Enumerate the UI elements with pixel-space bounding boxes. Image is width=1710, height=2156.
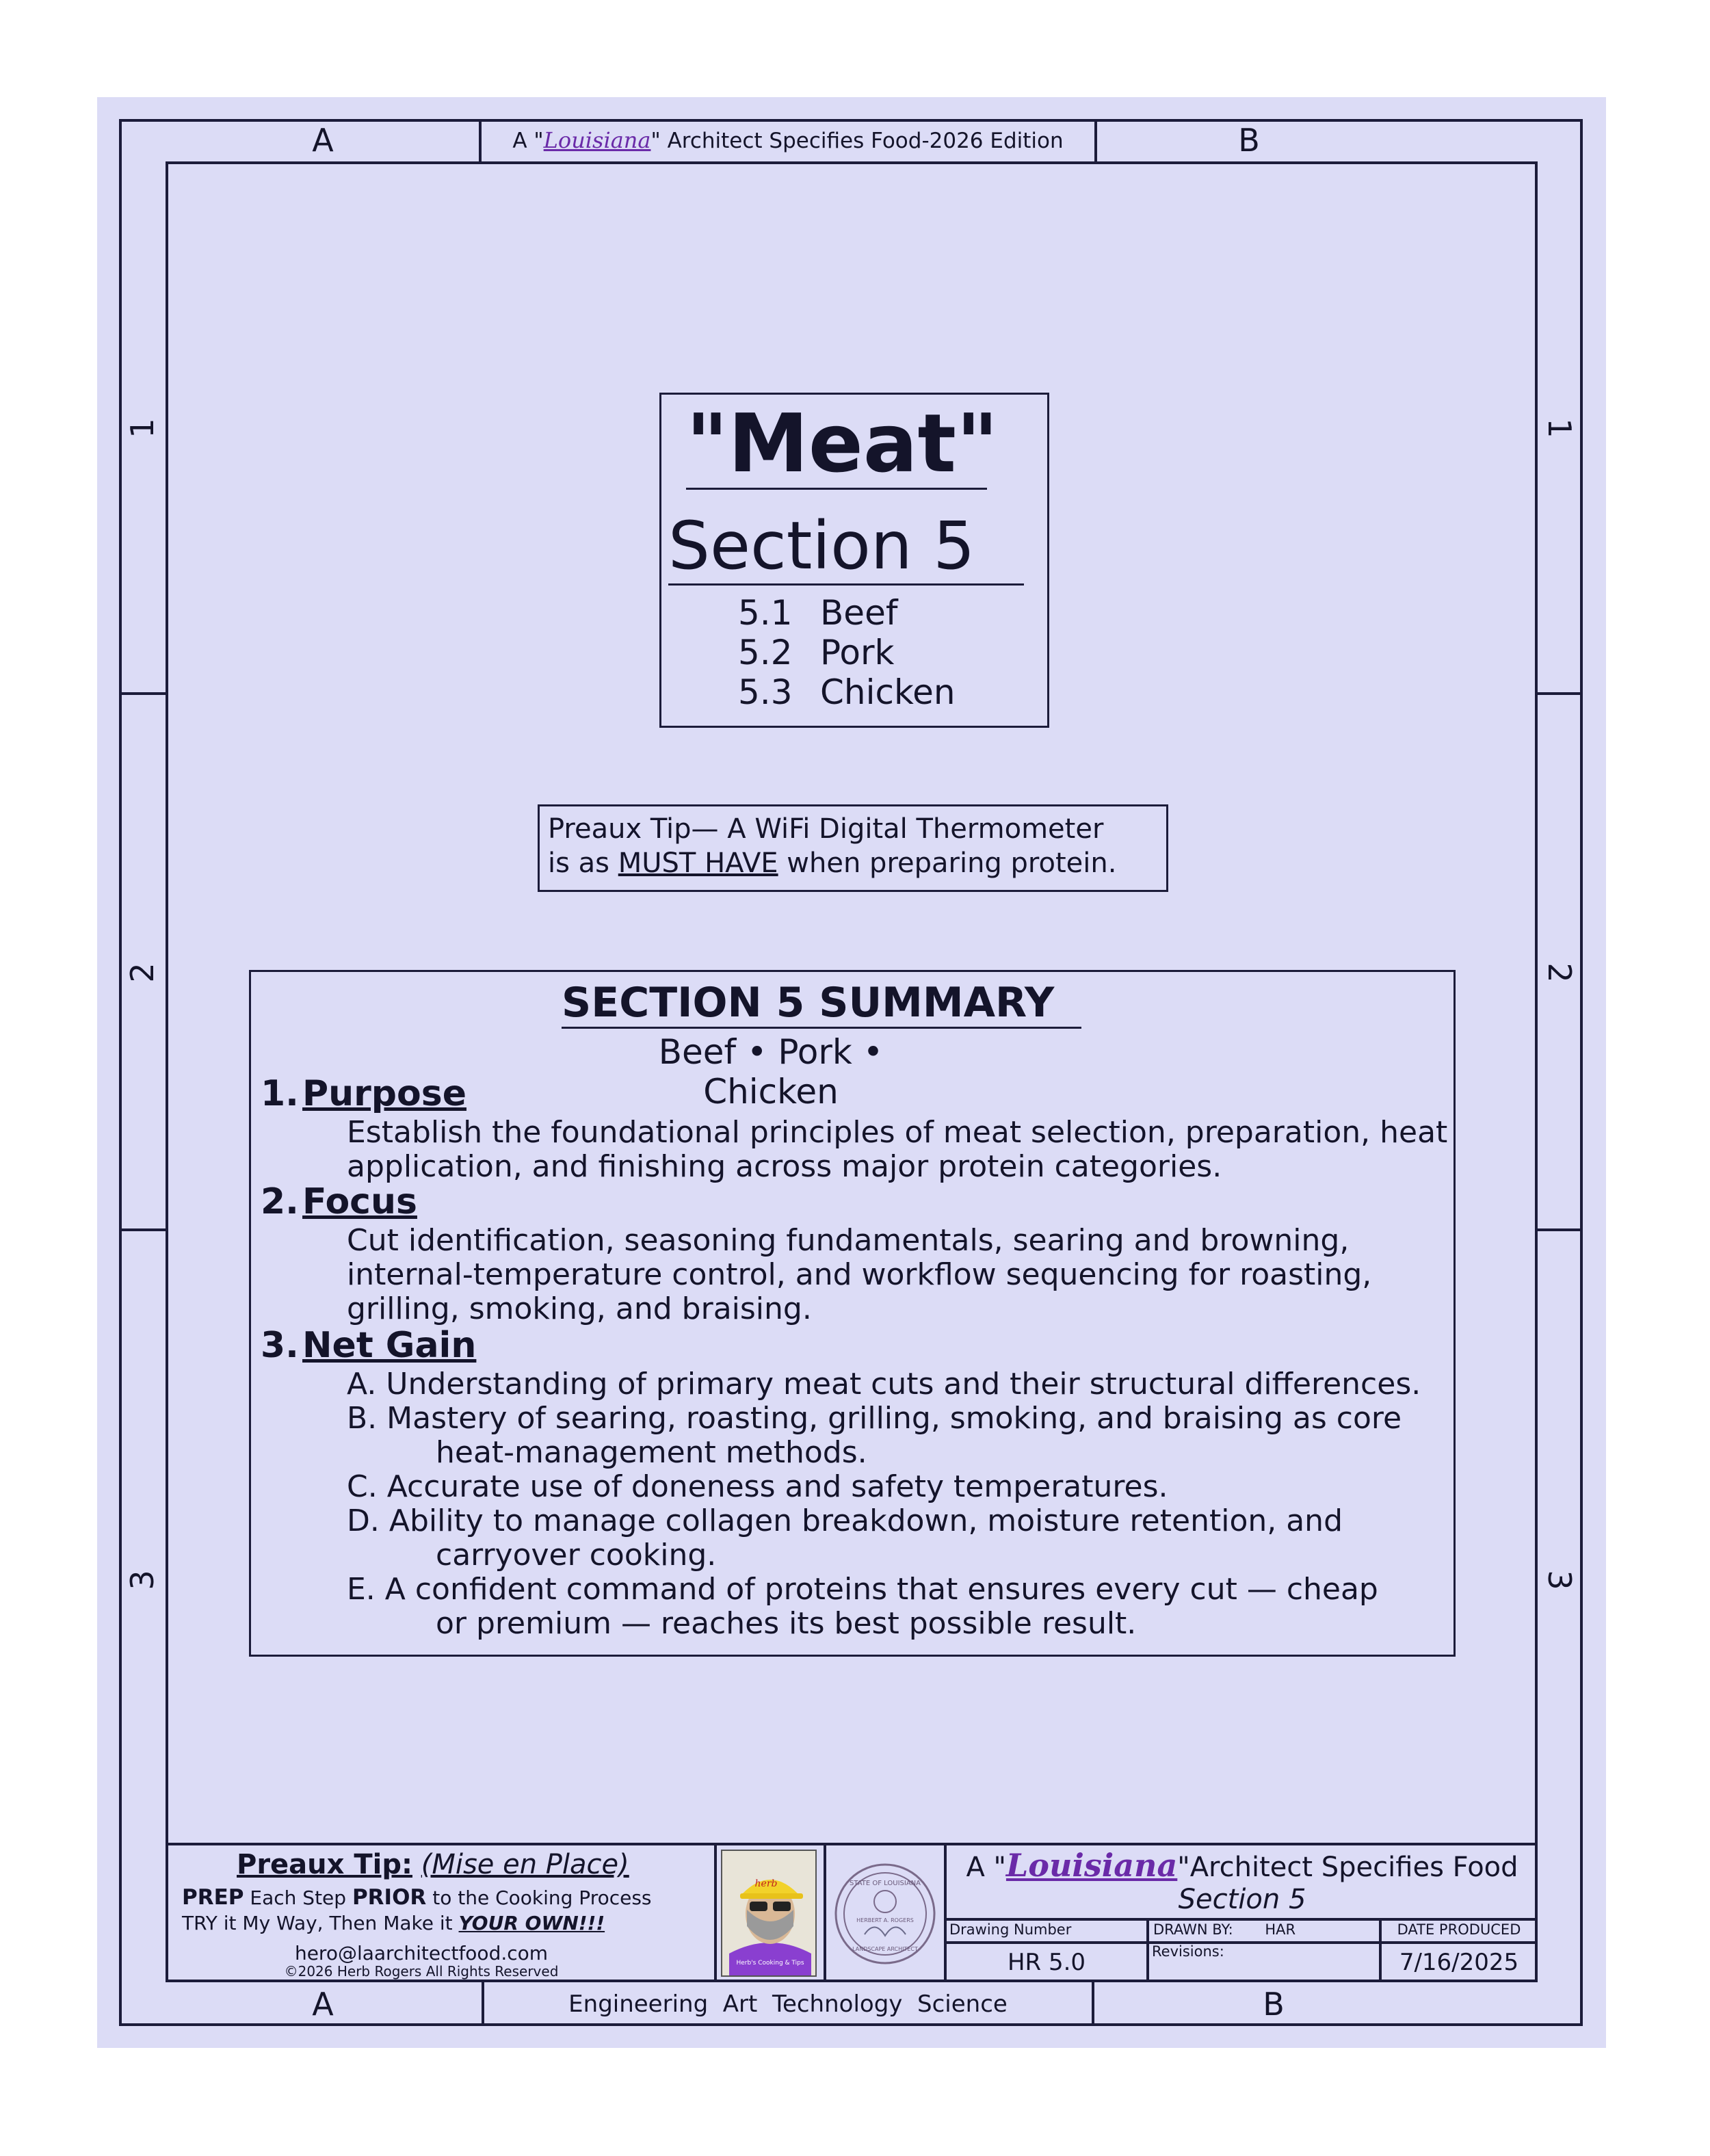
- mise-text: to the Cooking Process: [426, 1886, 652, 1909]
- tip-emphasis: MUST HAVE: [618, 847, 778, 879]
- gain-item-cont: carryover cooking.: [436, 1538, 717, 1573]
- purpose-text: [347, 1116, 1447, 1184]
- zone-label-b-top: B: [1238, 122, 1260, 159]
- brand-name: Louisiana: [1005, 1847, 1178, 1884]
- header-title-suffix: " Architect Specifies Food-2026 Edition: [650, 129, 1064, 153]
- gain-list: [347, 1367, 1421, 1641]
- mise-emph: PREP: [182, 1885, 244, 1910]
- section-number: Section 5: [668, 508, 1024, 586]
- mise-tip-label: Preaux Tip:: [237, 1849, 412, 1880]
- contents-item: [738, 672, 971, 712]
- tip-line-2: [548, 846, 1158, 880]
- mise-emph: PRIOR: [352, 1885, 427, 1910]
- zone-label-a-bottom: A: [312, 1986, 334, 2023]
- drawing-number: HR 5.0: [1007, 1949, 1086, 1976]
- footer-divider: [1092, 1982, 1094, 2026]
- zone-divider: [1538, 692, 1583, 695]
- mise-text: Each Step: [244, 1886, 352, 1909]
- contents-label: Chicken: [820, 672, 956, 712]
- zone-label-3-right: 3: [1541, 1570, 1578, 1590]
- titleblock-section: Section 5: [1178, 1884, 1306, 1915]
- gain-item: E. A confident command of proteins that ensures every cut — cheap: [347, 1572, 1378, 1607]
- avatar: [721, 1850, 817, 1977]
- mise-emph: YOUR OWN!!!: [458, 1912, 605, 1934]
- zone-divider: [1538, 1228, 1583, 1231]
- purpose-heading: [261, 1073, 466, 1114]
- summary-title: SECTION 5 SUMMARY: [562, 979, 1081, 1029]
- purpose-line: Establish the foundational principles of meat selection, preparation, heat: [347, 1115, 1448, 1150]
- seal-name: HERBERT A. ROGERS: [856, 1917, 914, 1923]
- seal-stamp: [830, 1854, 940, 1977]
- zone-divider: [119, 1228, 166, 1231]
- titleblock-divider: [714, 1843, 717, 1982]
- seal-title: STATE OF LOUISIANA: [850, 1880, 921, 1887]
- titleblock-brand: [949, 1847, 1535, 1886]
- date-produced-label: DATE PRODUCED: [1397, 1921, 1521, 1938]
- focus-heading: [261, 1181, 417, 1222]
- drawn-by: [1153, 1919, 1376, 1940]
- avatar-cap-text: herb: [754, 1878, 778, 1889]
- drawn-by-label: DRAWN BY:: [1153, 1921, 1233, 1938]
- zone-label-1-left: 1: [124, 418, 161, 438]
- drawing-number-label: Drawing Number: [949, 1921, 1072, 1938]
- brand-prefix: A ": [966, 1852, 1006, 1883]
- contents-label: Beef: [820, 593, 898, 633]
- purpose-line: application, and finishing across major protein categories.: [347, 1149, 1222, 1184]
- contents-item: [738, 633, 971, 672]
- purpose-label: Purpose: [302, 1073, 466, 1114]
- zone-label-a-top: A: [312, 122, 334, 159]
- tip-line-1: Preaux Tip— A WiFi Digital Thermometer: [548, 813, 1104, 845]
- drawn-by-value: HAR: [1265, 1921, 1296, 1938]
- copyright: ©2026 Herb Rogers All Rights Reserved: [284, 1963, 559, 1980]
- titleblock-divider: [1146, 1918, 1149, 1982]
- gain-item-cont: heat-management methods.: [436, 1435, 867, 1470]
- gain-item: C. Accurate use of doneness and safety temperatures.: [347, 1469, 1168, 1504]
- gain-label: Net Gain: [302, 1325, 477, 1366]
- seal-icon: [830, 1854, 940, 1977]
- zone-label-3-left: 3: [124, 1570, 161, 1590]
- titleblock-divider: [824, 1843, 826, 1982]
- zone-divider: [119, 692, 166, 695]
- contents-num: 5.2: [738, 633, 793, 672]
- focus-line: Cut identification, seasoning fundamentals, searing and browning,: [347, 1223, 1350, 1258]
- contact-email: hero@laarchitectfood.com: [294, 1942, 549, 1964]
- avatar-portrait-icon: [722, 1851, 817, 1977]
- header-title: [482, 120, 1094, 160]
- gain-num: 3.: [261, 1325, 299, 1366]
- focus-text: [347, 1224, 1371, 1326]
- section-title: "Meat": [686, 396, 999, 490]
- tip-text: is as: [548, 847, 618, 879]
- section-contents: [738, 593, 971, 712]
- summary-box: [249, 970, 1456, 1657]
- zone-label-1-right: 1: [1541, 418, 1578, 438]
- focus-num: 2.: [261, 1181, 299, 1222]
- avatar-caption: Herb's Cooking & Tips: [736, 1960, 804, 1967]
- mise-tip-line-1: [182, 1885, 652, 1910]
- summary-subtitle: Beef • Pork • Chicken: [658, 1032, 884, 1112]
- zone-label-2-left: 2: [124, 962, 161, 983]
- contents-num: 5.1: [738, 593, 793, 633]
- seal-role: LANDSCAPE ARCHITECT: [852, 1946, 918, 1952]
- mise-en-place-tip: [168, 1845, 714, 1982]
- mise-text: TRY it My Way, Then Make it: [182, 1912, 459, 1934]
- contents-label: Pork: [820, 633, 895, 672]
- gain-item: B. Mastery of searing, roasting, grilling, smoking, and braising as core: [347, 1401, 1402, 1436]
- gain-item-cont: or premium — reaches its best possible result.: [436, 1606, 1137, 1641]
- header-title-prefix: A ": [512, 129, 544, 153]
- date-produced: 7/16/2025: [1399, 1949, 1519, 1976]
- mise-tip-sub: (Mise en Place): [421, 1849, 629, 1880]
- contents-num: 5.3: [738, 672, 793, 712]
- mise-tip-title: [237, 1848, 661, 1881]
- section-title-box: [659, 393, 1049, 728]
- zone-label-b-bottom: B: [1263, 1986, 1285, 2023]
- contents-item: [738, 593, 971, 633]
- tip-box: [538, 804, 1168, 892]
- footer-tagline: Engineering Art Technology Science: [568, 1990, 1008, 2018]
- tip-text: when preparing protein.: [778, 847, 1117, 879]
- titleblock-brand-cell: [949, 1847, 1535, 1918]
- mise-tip-line-2: [182, 1911, 605, 1936]
- revisions-label: Revisions:: [1152, 1943, 1224, 1960]
- focus-label: Focus: [302, 1181, 417, 1222]
- purpose-num: 1.: [261, 1073, 299, 1114]
- zone-label-2-right: 2: [1541, 962, 1578, 983]
- focus-line: internal-temperature control, and workflow sequencing for roasting,: [347, 1257, 1372, 1292]
- gain-item: D. Ability to manage collagen breakdown, moisture retention, and: [347, 1503, 1343, 1538]
- header-brand: Louisiana: [543, 127, 651, 153]
- gain-item: A. Understanding of primary meat cuts and their structural differences.: [347, 1367, 1421, 1402]
- focus-line: grilling, smoking, and braising.: [347, 1291, 812, 1326]
- brand-suffix: "Architect Specifies Food: [1177, 1852, 1518, 1883]
- gain-heading: [261, 1325, 476, 1366]
- header-divider: [1094, 119, 1097, 161]
